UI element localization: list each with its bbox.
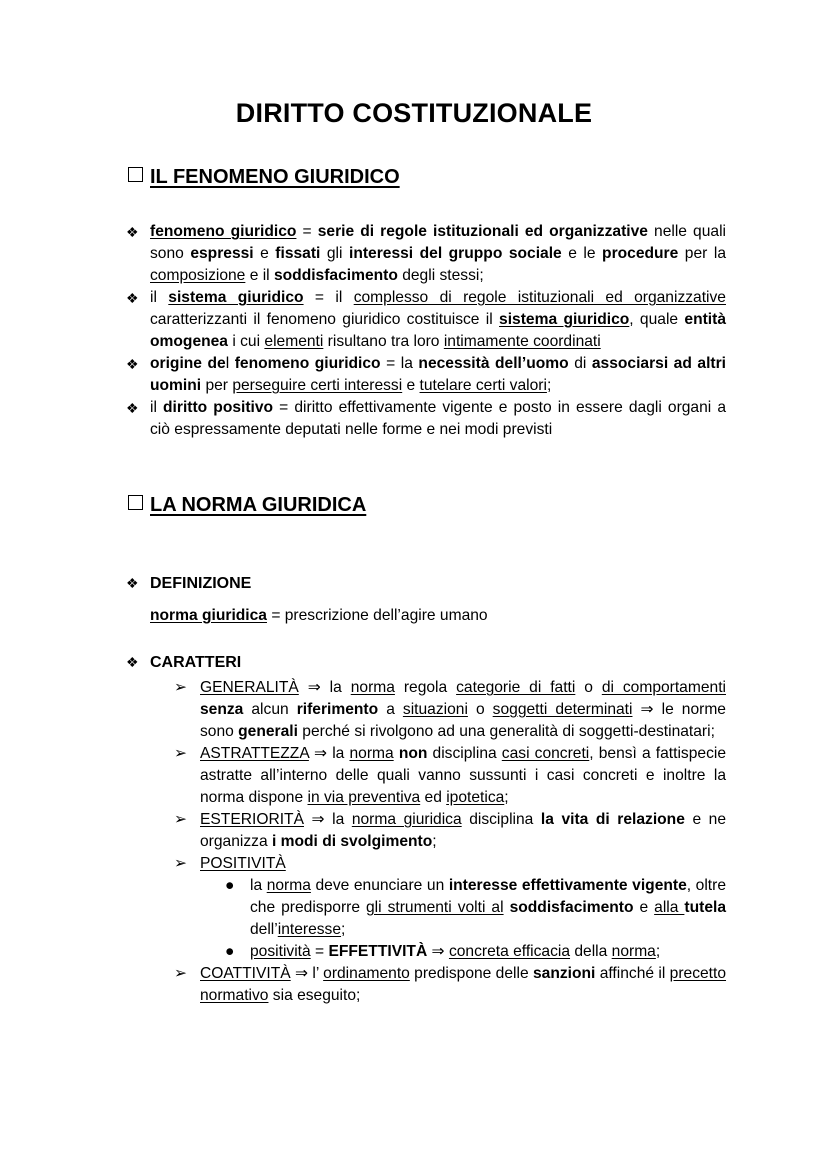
term: fissati — [275, 245, 321, 262]
term: soddisfacimento — [273, 267, 398, 284]
text: = prescrizione dell’agire umano — [266, 607, 488, 624]
diamond-bullet-icon: ❖ — [126, 654, 139, 670]
list-item — [174, 809, 727, 853]
text: il — [150, 399, 164, 416]
arrow-bullet-icon: ➢ — [174, 855, 188, 872]
arrow-bullet-icon: ➢ — [174, 965, 188, 982]
text: dell’ — [250, 921, 278, 938]
text: e — [253, 245, 276, 262]
term: tutelare certi valori — [419, 377, 547, 394]
text: ; — [504, 789, 509, 806]
term: in via preventiva — [307, 789, 421, 806]
diamond-bullet-icon: ❖ — [126, 575, 139, 591]
text: deve enunciare un — [310, 877, 449, 894]
term: GENERALITÀ — [200, 679, 299, 696]
term: procedure — [602, 245, 679, 262]
term: interessi del gruppo sociale — [348, 245, 562, 262]
list-item — [174, 743, 727, 809]
term: interesse — [277, 921, 342, 938]
text: e le — [561, 245, 603, 262]
arrow-bullet-icon: ➢ — [174, 679, 188, 696]
term: associarsi ad altri uomini — [150, 355, 726, 394]
section-label: LA NORMA GIURIDICA — [150, 494, 367, 516]
text: o — [575, 679, 602, 696]
text: ⇒ l’ — [290, 965, 324, 982]
diamond-bullet-icon: ❖ — [126, 290, 139, 306]
term: serie di regole istituzionali ed organizzative — [317, 223, 648, 240]
list-item — [225, 875, 726, 941]
text: ⇒ la — [298, 679, 351, 696]
list-item — [126, 221, 727, 287]
text: ; — [341, 921, 346, 938]
term: norma — [266, 877, 311, 894]
term: precetto normativo — [200, 965, 727, 1004]
subheading-label: CARATTERI — [150, 654, 242, 671]
term: intimamente coordinati — [443, 333, 601, 350]
text: la — [250, 877, 267, 894]
text: e — [633, 899, 655, 916]
text: di — [568, 355, 592, 372]
caratteri-list — [174, 677, 727, 1007]
document-title: DIRITTO COSTITUZIONALE — [235, 98, 593, 128]
text: degli stessi; — [397, 267, 484, 284]
text: nelle quali sono — [150, 223, 727, 262]
term: fenomeno giuridico — [234, 355, 381, 372]
text: = il — [303, 289, 354, 306]
subheading-label: DEFINIZIONE — [150, 575, 252, 592]
text: ; — [655, 943, 661, 960]
text: della — [570, 943, 612, 960]
term: complesso di regole istituzionali ed organizzative — [353, 289, 726, 306]
bullet-list-fenomeno — [126, 221, 727, 441]
term: riferimento — [296, 701, 379, 718]
text: disciplina — [427, 745, 502, 762]
text: ; — [432, 833, 437, 850]
term: EFFETTIVITÀ — [328, 943, 428, 960]
term: soddisfacimento — [509, 899, 634, 916]
text: caratterizzanti il fenomeno giuridico costituisce il — [150, 311, 500, 328]
term: ipotetica — [446, 789, 505, 806]
text: per — [201, 377, 233, 394]
term: generali — [238, 723, 298, 740]
term: POSITIVITÀ — [200, 855, 286, 872]
subheading-caratteri — [126, 654, 242, 672]
text: a — [378, 701, 403, 718]
term: origine de — [150, 355, 226, 372]
term: situazioni — [402, 701, 468, 718]
term: norma giuridica — [351, 811, 462, 828]
term: diritto positivo — [163, 399, 274, 416]
list-item — [174, 677, 726, 743]
text: i cui — [227, 333, 265, 350]
term: necessità dell’uomo — [418, 355, 569, 372]
term: ordinamento — [323, 965, 410, 982]
text: risultano tra loro — [323, 333, 444, 350]
dot-bullet-icon: ● — [225, 877, 235, 894]
term: i modi di svolgimento — [271, 833, 433, 850]
text: perché si rivolgono ad una generalità di soggetti-destinatari; — [297, 723, 715, 740]
text: per la — [678, 245, 726, 262]
term: gli strumenti volti al — [366, 899, 504, 916]
text: , quale — [629, 311, 685, 328]
text: e il — [245, 267, 274, 284]
definition-line — [150, 607, 488, 625]
list-item — [225, 941, 726, 963]
diamond-bullet-icon: ❖ — [126, 400, 139, 416]
arrow-bullet-icon: ➢ — [174, 811, 188, 828]
term: norma — [350, 679, 395, 696]
text: , bensì a fattispecie astratte all’interno delle quali vanno sussunti i casi concreti e inoltre la norma dispone — [200, 745, 727, 806]
text: il — [150, 289, 169, 306]
term: sistema giuridico — [168, 289, 304, 306]
diamond-bullet-icon: ❖ — [126, 224, 139, 240]
text: = diritto effettivamente vigente e posto in essere dagli organi a ciò espressamente deputati nelle forme e nei modi previsti — [150, 399, 727, 438]
term: norma — [349, 745, 394, 762]
text: ; — [546, 377, 552, 394]
term: sanzioni — [532, 965, 596, 982]
text: = la — [380, 355, 419, 372]
term: di comportamenti — [601, 679, 726, 696]
dot-bullet-icon: ● — [225, 943, 235, 960]
list-item — [174, 963, 727, 1007]
term: espressi — [190, 245, 254, 262]
text: gli — [320, 245, 349, 262]
text: l — [225, 355, 235, 372]
term: ASTRATTEZZA — [200, 745, 309, 762]
term: tutela — [684, 899, 726, 916]
text: ed — [420, 789, 447, 806]
term: casi concreti — [501, 745, 590, 762]
positivita-sublist — [225, 875, 726, 963]
term: elementi — [264, 333, 324, 350]
text: disciplina — [461, 811, 541, 828]
term: soggetti determinati — [492, 701, 633, 718]
term: alla — [654, 899, 685, 916]
section-label: IL FENOMENO GIURIDICO — [150, 166, 400, 188]
term: COATTIVITÀ — [200, 965, 291, 982]
term: norma giuridica — [150, 607, 267, 624]
term: senza — [200, 701, 244, 718]
text: ⇒ — [427, 943, 449, 960]
term: ESTERIORITÀ — [200, 811, 304, 828]
text: sia eseguito; — [268, 987, 361, 1004]
section-heading-norma — [128, 494, 366, 517]
diamond-bullet-icon: ❖ — [126, 356, 139, 372]
term: fenomeno giuridico — [150, 223, 297, 240]
term: perseguire certi interessi — [232, 377, 403, 394]
text: ⇒ le norme sono — [200, 701, 726, 740]
term: sistema giuridico — [499, 311, 630, 328]
list-item — [126, 353, 726, 397]
term: positività — [250, 943, 311, 960]
term: entità omogenea — [150, 311, 726, 350]
list-item — [174, 853, 726, 963]
text: = — [296, 223, 318, 240]
text: , oltre che predisporre — [250, 877, 726, 916]
text: predispone delle — [409, 965, 533, 982]
list-item — [126, 397, 727, 441]
section-heading-fenomeno — [128, 166, 400, 189]
list-item — [126, 287, 726, 353]
checkbox-icon — [128, 167, 143, 182]
term: la vita di relazione — [540, 811, 685, 828]
term: norma — [611, 943, 656, 960]
text: e — [402, 377, 420, 394]
text: ⇒ la — [308, 745, 350, 762]
text: = — [310, 943, 329, 960]
term: categorie di fatti — [456, 679, 576, 696]
text: affinché il — [595, 965, 670, 982]
text: alcun — [243, 701, 297, 718]
text: regola — [394, 679, 457, 696]
term: composizione — [150, 267, 246, 284]
term: concreta efficacia — [448, 943, 571, 960]
text: ⇒ la — [303, 811, 352, 828]
checkbox-icon — [128, 495, 143, 510]
text: o — [467, 701, 493, 718]
term: non — [398, 745, 428, 762]
arrow-bullet-icon: ➢ — [174, 745, 188, 762]
subheading-definizione — [126, 575, 252, 593]
text: e ne organizza — [200, 811, 727, 850]
term: interesse effettivamente vigente — [448, 877, 687, 894]
